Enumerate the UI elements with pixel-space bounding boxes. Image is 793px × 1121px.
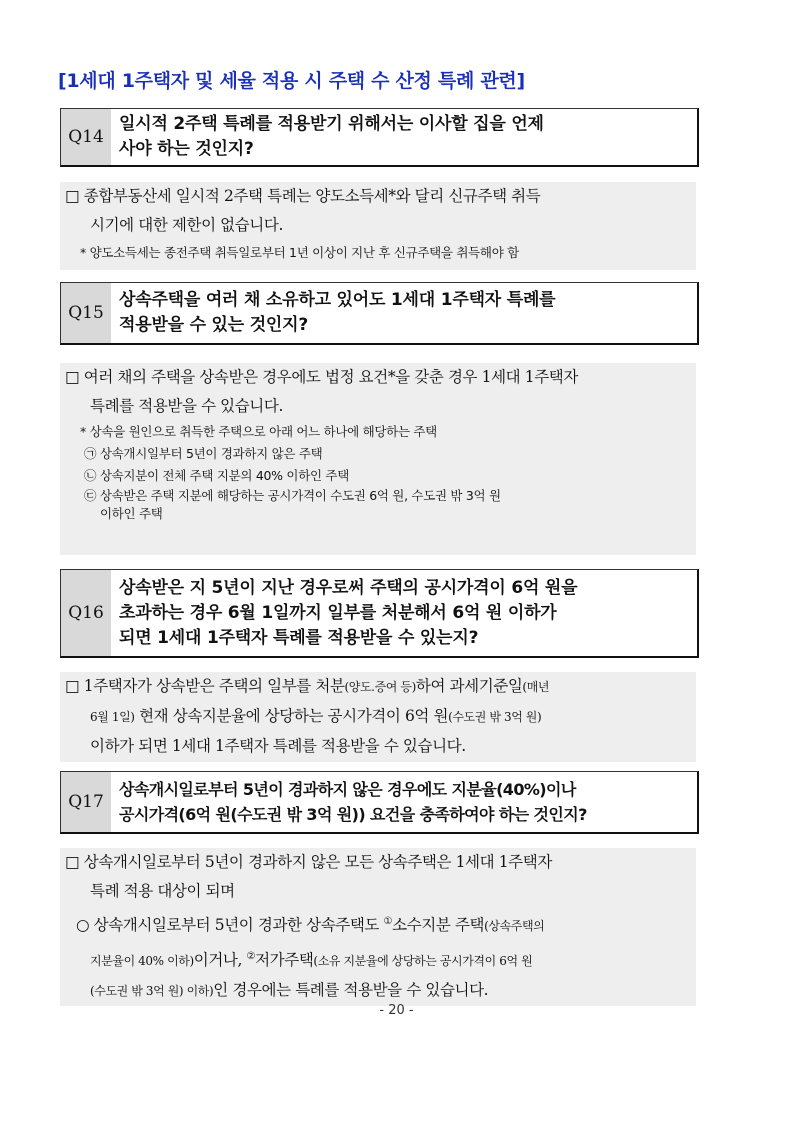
answer-line: ○ 상속개시일로부터 5년이 경과한 상속주택도 ①소수지분 주택(상속주택의 (76, 916, 545, 935)
footnote: * 양도소득세는 종전주택 취득일로부터 1년 이상이 지난 후 신규주택을 취득해야 함 (80, 245, 519, 260)
question-line: 일시적 2주택 특례를 적용받기 위해서는 이사할 집을 언제 (119, 114, 544, 134)
question-line: 초과하는 경우 6월 1일까지 일부를 처분해서 6억 원 이하가 (119, 602, 557, 623)
answer-line: 6월 1일) 현재 상속지분율에 상당하는 공시가격이 6억 원(수도권 밖 3억 원) (90, 707, 542, 725)
answer-box-q17 (60, 848, 696, 1006)
answer-line: □ 상속개시일로부터 5년이 경과하지 않은 모든 상속주택은 1세대 1주택자 (65, 853, 552, 871)
question-number: Q15 (61, 283, 111, 343)
answer-line: 특례를 적용받을 수 있습니다. (90, 397, 283, 415)
question-line: 상속받은 지 5년이 지난 경우로써 주택의 공시가격이 6억 원을 (119, 577, 578, 598)
question-number: Q14 (61, 109, 111, 165)
question-line: 상속주택을 여러 채 소유하고 있어도 1세대 1주택자 특례를 (119, 290, 556, 310)
footnote-item: 이하인 주택 (100, 506, 163, 521)
question-line: 되면 1세대 1주택자 특례를 적용받을 수 있는지? (119, 627, 479, 648)
answer-line: 시기에 대한 제한이 없습니다. (90, 216, 283, 234)
question-line: 적용받을 수 있는 것인지? (119, 315, 309, 335)
footnote: * 상속을 원인으로 취득한 주택으로 아래 어느 하나에 해당하는 주택 (80, 424, 437, 439)
section-title: [1세대 1주택자 및 세율 적용 시 주택 수 산정 특례 관련] (58, 70, 525, 92)
question-number: Q16 (61, 570, 111, 656)
question-text (111, 774, 697, 830)
answer-line: 특례 적용 대상이 되며 (90, 882, 235, 900)
question-line: 상속개시일로부터 5년이 경과하지 않은 경우에도 지분율(40%)이나 (119, 780, 576, 799)
answer-line: □ 여러 채의 주택을 상속받은 경우에도 법정 요건*을 갖춘 경우 1세대 1주택자 (65, 368, 578, 386)
answer-box-q14 (60, 182, 696, 270)
footnote-item: ㉡ 상속지분이 전체 주택 지분의 40% 이하인 주택 (84, 468, 349, 483)
answer-box-q15 (60, 363, 696, 555)
answer-box-q16 (60, 672, 696, 762)
answer-line: 지분율이 40% 이하)이거나, ②저가주택(소유 지분율에 상당하는 공시가격이 6억 원 (90, 951, 533, 970)
answer-line: (수도권 밖 3억 원) 이하)인 경우에는 특례를 적용받을 수 있습니다. (90, 981, 489, 1000)
answer-line: 이하가 되면 1세대 1주택자 특례를 적용받을 수 있습니다. (90, 737, 466, 755)
answer-line: □ 종합부동산세 일시적 2주택 특례는 양도소득세*와 달리 신규주택 취득 (65, 187, 541, 205)
footnote-item: ㉢ 상속받은 주택 지분에 해당하는 공시가격이 수도권 6억 원, 수도권 밖 3억 원 (84, 488, 501, 503)
question-text (111, 109, 697, 165)
question-box-q14 (60, 108, 699, 167)
question-box-q17 (60, 771, 699, 834)
question-number: Q17 (61, 772, 111, 832)
page-number: - 20 - (379, 1003, 414, 1018)
question-box-q15 (60, 282, 699, 345)
footnote-item: ㉠ 상속개시일부터 5년이 경과하지 않은 주택 (84, 446, 323, 461)
question-text (111, 285, 697, 341)
question-text (111, 573, 697, 654)
question-box-q16 (60, 569, 699, 658)
question-line: 공시가격(6억 원(수도권 밖 3억 원)) 요건을 충족하여야 하는 것인지? (119, 805, 587, 824)
question-line: 사야 하는 것인지? (119, 139, 254, 159)
answer-line: □ 1주택자가 상속받은 주택의 일부를 처분(양도.증여 등)하여 과세기준일(매년 (65, 677, 550, 695)
